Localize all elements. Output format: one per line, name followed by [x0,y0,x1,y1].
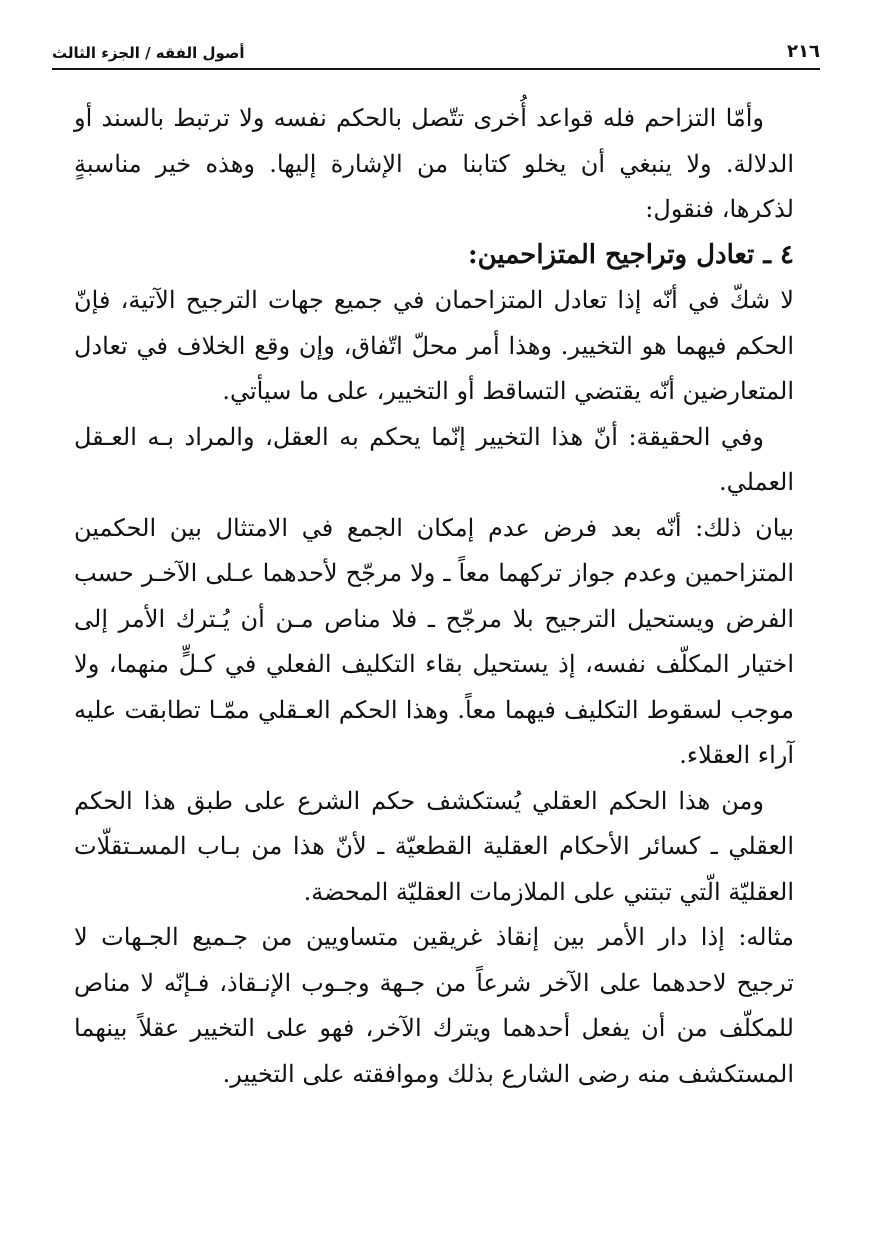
paragraph-example: مثاله: إذا دار الأمر بين إنقاذ غريقين متساويين من جـميع الجـهات لا ترجيح لاحدهما على الآخر شرعاً من جـهة وجـوب الإنـقاذ، فـإنّه لا مناص للمكلّف من أن يفعل أحدهما ويترك الآخر، فهو على التخيير عقلاً بينهما المستكشف منه رضى الشارع بذلك وموافقته على التخيير. [74,923,794,1088]
page-number: ٢١٦ [787,41,820,62]
paragraph-equality: لا شكّ في أنّه إذا تعادل المتزاحمان في جميع جهات الترجيح الآتية، فإنّ الحكم فيهما هو التخيير. وهذا أمر محلّ اتّفاق، وإن وقع الخلاف في تعادل المتعارضين أنّه يقتضي التساقط أو التخيير، على ما سيأتي. [74,286,794,405]
section-heading: ٤ ـ تعادل وتراجيح المتزاحمين: [468,239,794,270]
body-text [74,96,794,1097]
paragraph-sharia: ومن هذا الحكم العقلي يُستكشف حكم الشرع على طبق هذا الحكم العقلي ـ كسائر الأحكام العقلية القطعيّة ـ لأنّ هذا من بـاب المسـتقلّات العقليّة الّتي تبتني على الملازمات العقليّة المحضة. [74,786,794,906]
running-head [52,38,820,70]
running-title: أصول الفقه / الجزء الثالث [52,44,245,62]
paragraph-intro: وأمّا التزاحم فله قواعد أُخرى تتّصل بالحكم نفسه ولا ترتبط بالسند أو الدلالة. ولا ينبغي أن يخلو كتابنا من الإشارة إليها. وهذه خير مناسبةٍ لذكرها، فنقول: [74,104,794,223]
paragraph-explanation: بيان ذلك: أنّه بعد فرض عدم إمكان الجمع في الامتثال بين الحكمين المتزاحمين وعدم جواز تركهما معاً ـ ولا مرجّح لأحدهما عـلى الآخـر حسب الفرض ويستحيل الترجيح بلا مرجّح ـ فلا مناص مـن أن يُـترك الأمر إلى اختيار المكلّف نفسه، إذ يستحيل بقاء التكليف الفعلي في كـلٍّ منهما، ولا موجب لسقوط التكليف فيهما معاً. وهذا الحكم العـقلي ممّـا تطابقت عليه آراء العقلاء. [74,513,794,769]
paragraph-reality: وفي الحقيقة: أنّ هذا التخيير إنّما يحكم به العقل، والمراد بـه العـقل العملي. [74,422,794,496]
